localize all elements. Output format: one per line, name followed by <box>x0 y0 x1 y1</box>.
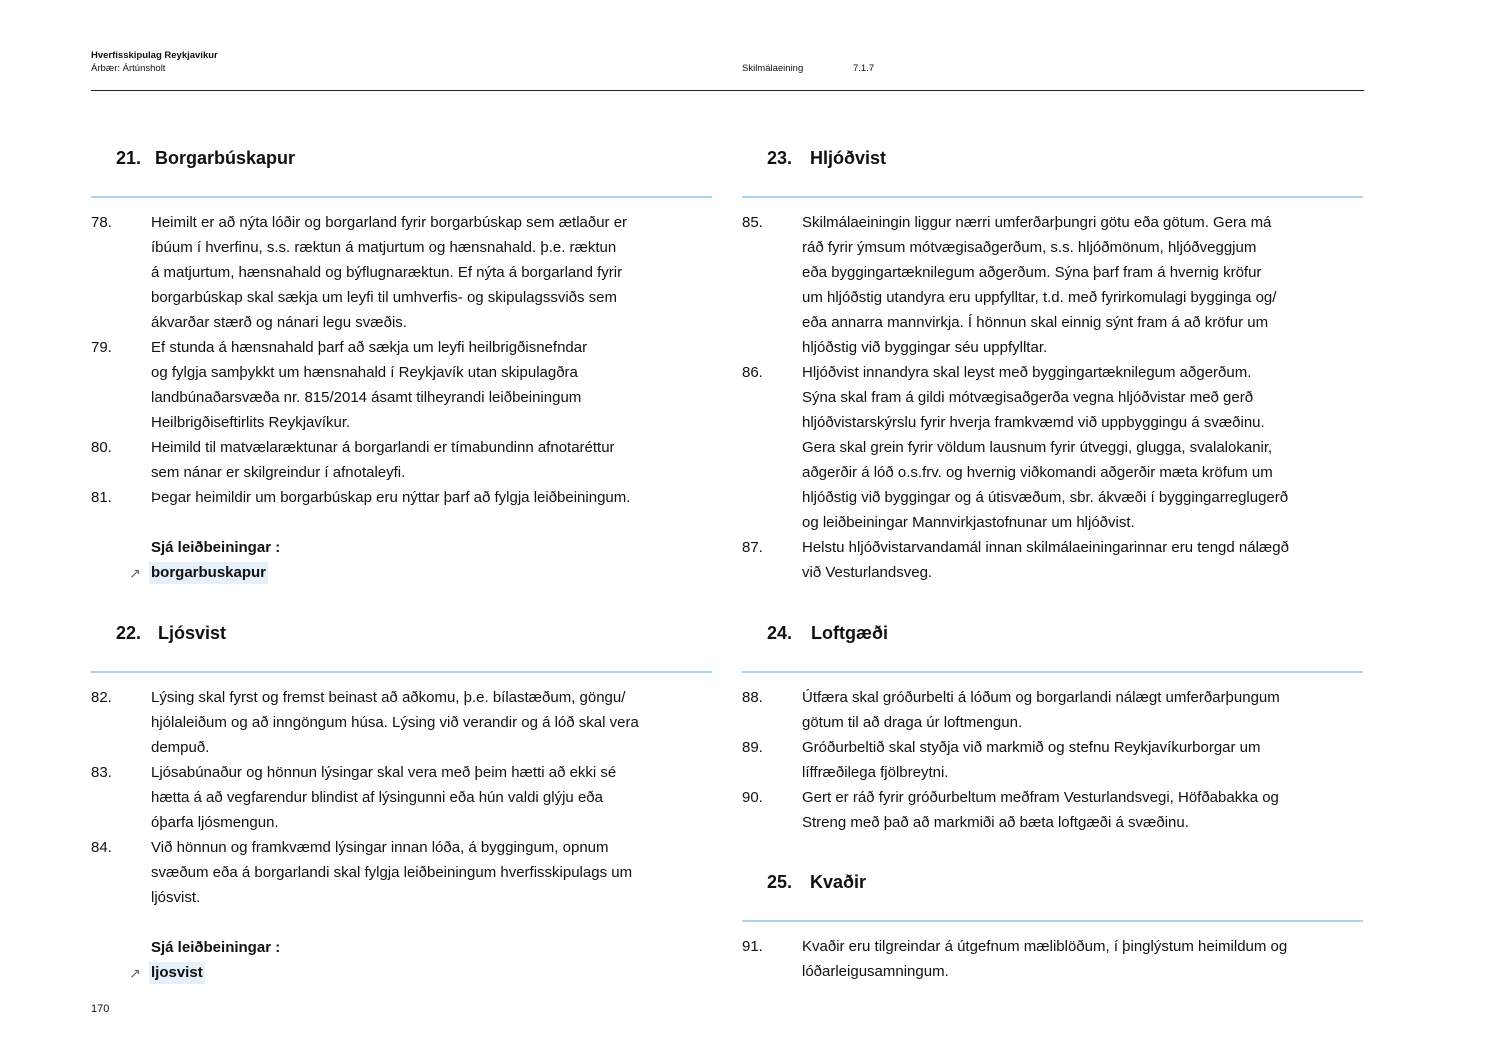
header-section-number: 7.1.7 <box>853 63 875 74</box>
item-text-line: Helstu hljóðvistarvandamál innan skilmálaeiningarinnar eru tengd nálægð <box>802 539 1289 556</box>
item-text-line: borgarbúskap skal sækja um leyfi til umhverfis- og skipulagssviðs sem <box>151 289 618 306</box>
section-borgarbuskapur <box>91 147 712 585</box>
item-number: 82. <box>91 689 112 706</box>
item-text-line: og fylgja samþykkt um hænsnahald í Reykjavík utan skipulagðra <box>151 364 578 381</box>
item-number: 91. <box>742 938 763 955</box>
item-list <box>742 685 1363 835</box>
item-number: 87. <box>742 539 763 556</box>
section-title: Hljóðvist <box>810 148 887 168</box>
item-text-line: Hljóðvist innandyra skal leyst með byggingartæknilegum aðgerðum. <box>802 364 1252 381</box>
document-title: Hverfisskipulag Reykjavíkur <box>91 50 218 61</box>
section-number: 25. <box>767 872 793 892</box>
list-item <box>91 835 691 910</box>
item-number: 80. <box>91 439 112 456</box>
item-text-line: Heimild til matvælaræktunar á borgarlandi er tímabundinn afnotaréttur <box>151 439 615 456</box>
item-text-line: og leiðbeiningar Mannvirkjastofnunar um hljóðvist. <box>802 514 1135 531</box>
item-text-line: svæðum eða á borgarlandi skal fylgja leiðbeiningum hverfisskipulags um <box>151 864 633 881</box>
item-text-line: Skilmálaeiningin liggur nærri umferðarþungri götu eða götum. Gera má <box>802 214 1272 231</box>
item-list <box>91 210 712 510</box>
list-item <box>91 760 691 835</box>
item-text-line: hljóðvistarskýrslu fyrir hverja framkvæmd við uppbyggingu á svæðinu. <box>802 414 1265 431</box>
section-title: Ljósvist <box>158 623 227 643</box>
item-number: 81. <box>91 489 112 506</box>
item-text-line: hljóðstig við byggingar og á útisvæðum, sbr. ákvæði í byggingarreglugerð <box>802 489 1289 506</box>
page-header <box>91 48 1364 91</box>
item-text-line: íbúum í hverfinu, s.s. ræktun á matjurtum og hænsnahald. þ.e. ræktun <box>151 239 617 256</box>
item-text-line: Heimilt er að nýta lóðir og borgarland fyrir borgarbúskap sem ætlaður er <box>151 214 628 231</box>
guidelines-link-ljosvist[interactable]: ljosvist <box>149 962 205 984</box>
item-text-line: landbúnaðarsvæða nr. 815/2014 ásamt tilheyrandi leiðbeiningum <box>151 389 582 406</box>
list-item <box>91 685 691 760</box>
section-heading <box>742 622 1363 673</box>
item-text-line: ljósvist. <box>151 889 201 906</box>
list-item <box>742 785 1342 835</box>
section-number: 24. <box>767 623 793 643</box>
section-loftgaedi <box>742 622 1363 835</box>
section-number: 23. <box>767 148 793 168</box>
item-text-line: lóðarleigusamningum. <box>802 963 949 980</box>
item-list <box>742 210 1363 585</box>
section-heading <box>742 871 1363 922</box>
item-text-line: um hljóðstig utandyra eru uppfylltar, t.d. með fyrirkomulagi bygginga og/ <box>802 289 1277 306</box>
item-text-line: Ef stunda á hænsnahald þarf að sækja um leyfi heilbrigðisnefndar <box>151 339 588 356</box>
section-kvadir <box>742 871 1363 984</box>
list-item <box>742 934 1342 984</box>
item-number: 83. <box>91 764 112 781</box>
section-number: 21. <box>116 148 142 168</box>
list-item <box>91 335 691 435</box>
item-text-line: sem nánar er skilgreindur í afnotaleyfi. <box>151 464 406 481</box>
item-number: 88. <box>742 689 763 706</box>
item-list <box>91 685 712 910</box>
section-title: Loftgæði <box>811 623 888 643</box>
document-subtitle: Árbær: Ártúnsholt <box>91 63 166 74</box>
section-heading <box>91 147 712 198</box>
item-text-line: Útfæra skal gróðurbelti á lóðum og borgarlandi nálægt umferðarþungum <box>802 689 1280 706</box>
guidelines-reference <box>91 935 712 985</box>
item-text-line: Þegar heimildir um borgarbúskap eru nýttar þarf að fylgja leiðbeiningum. <box>151 489 631 506</box>
item-number: 79. <box>91 339 112 356</box>
item-text-line: Gróðurbeltið skal styðja við markmið og stefnu Reykjavíkurborgar um <box>802 739 1261 756</box>
section-heading <box>91 622 712 673</box>
item-text-line: ákvarðar stærð og nánari legu svæðis. <box>151 314 407 331</box>
item-text-line: Sýna skal fram á gildi mótvægisaðgerða vegna hljóðvistar með gerð <box>802 389 1254 406</box>
arrow-up-right-icon: ↗ <box>129 565 141 581</box>
item-number: 89. <box>742 739 763 756</box>
item-text-line: Ljósabúnaður og hönnun lýsingar skal vera með þeim hætti að ekki sé <box>151 764 617 781</box>
header-section-name: Skilmálaeining <box>742 63 804 74</box>
item-number: 84. <box>91 839 112 856</box>
item-text-line: Streng með það að markmiði að bæta loftgæði á svæðinu. <box>802 814 1189 831</box>
list-item <box>91 210 691 335</box>
guidelines-label: Sjá leiðbeiningar : <box>151 539 281 556</box>
item-text-line: ráð fyrir ýmsum mótvægisaðgerðum, s.s. hljóðmönum, hljóðveggjum <box>802 239 1257 256</box>
item-text-line: götum til að draga úr loftmengun. <box>802 714 1023 731</box>
item-text-line: Lýsing skal fyrst og fremst beinast að aðkomu, þ.e. bílastæðum, göngu/ <box>151 689 626 706</box>
item-text-line: óþarfa ljósmengun. <box>151 814 279 831</box>
list-item <box>742 210 1342 360</box>
item-text-line: hjólaleiðum og að inngöngum húsa. Lýsing við verandir og á lóð skal vera <box>151 714 639 731</box>
item-text-line: Gera skal grein fyrir völdum lausnum fyrir útveggi, glugga, svalalokanir, <box>802 439 1273 456</box>
item-number: 85. <box>742 214 763 231</box>
item-text-line: aðgerðir á lóð o.s.frv. og hvernig viðkomandi aðgerðir mæta kröfum um <box>802 464 1273 481</box>
item-text-line: líffræðilega fjölbreytni. <box>802 764 949 781</box>
section-ljosvist <box>91 622 712 985</box>
list-item <box>742 360 1342 535</box>
item-text-line: hljóðstig við byggingar séu uppfylltar. <box>802 339 1048 356</box>
guidelines-label: Sjá leiðbeiningar : <box>151 939 281 956</box>
item-number: 78. <box>91 214 112 231</box>
section-heading <box>742 147 1363 198</box>
list-item <box>742 735 1342 785</box>
list-item <box>91 435 691 485</box>
item-text-line: Við hönnun og framkvæmd lýsingar innan lóða, á byggingum, opnum <box>151 839 609 856</box>
item-number: 90. <box>742 789 763 806</box>
item-text-line: við Vesturlandsveg. <box>802 564 933 581</box>
item-text-line: dempuð. <box>151 739 210 756</box>
item-text-line: eða byggingartæknilegum aðgerðum. Sýna þarf fram á hvernig kröfur <box>802 264 1262 281</box>
guidelines-reference <box>91 535 712 585</box>
item-text-line: Kvaðir eru tilgreindar á útgefnum mæliblöðum, í þinglýstum heimildum og <box>802 938 1288 955</box>
section-title: Borgarbúskapur <box>155 148 296 168</box>
guidelines-link-borgarbuskapur[interactable]: borgarbuskapur <box>149 562 268 584</box>
item-text-line: Gert er ráð fyrir gróðurbeltum meðfram Vesturlandsvegi, Höfðabakka og <box>802 789 1279 806</box>
item-text-line: hætta á að vegfarendur blindist af lýsingunni eða hún valdi glýju eða <box>151 789 603 806</box>
arrow-up-right-icon: ↗ <box>129 965 141 981</box>
item-list <box>742 934 1363 984</box>
item-text-line: eða annarra mannvirkja. Í hönnun skal einnig sýnt fram á að kröfur um <box>802 314 1269 331</box>
item-number: 86. <box>742 364 763 381</box>
item-text-line: Heilbrigðiseftirlits Reykjavíkur. <box>151 414 351 431</box>
item-text-line: á matjurtum, hænsnahald og býflugnaræktun. Ef nýta á borgarland fyrir <box>151 264 623 281</box>
page-number: 170 <box>91 1003 110 1015</box>
list-item <box>91 485 691 510</box>
section-title: Kvaðir <box>810 872 867 892</box>
list-item <box>742 535 1342 585</box>
section-hljodvist <box>742 147 1363 585</box>
list-item <box>742 685 1342 735</box>
section-number: 22. <box>116 623 142 643</box>
